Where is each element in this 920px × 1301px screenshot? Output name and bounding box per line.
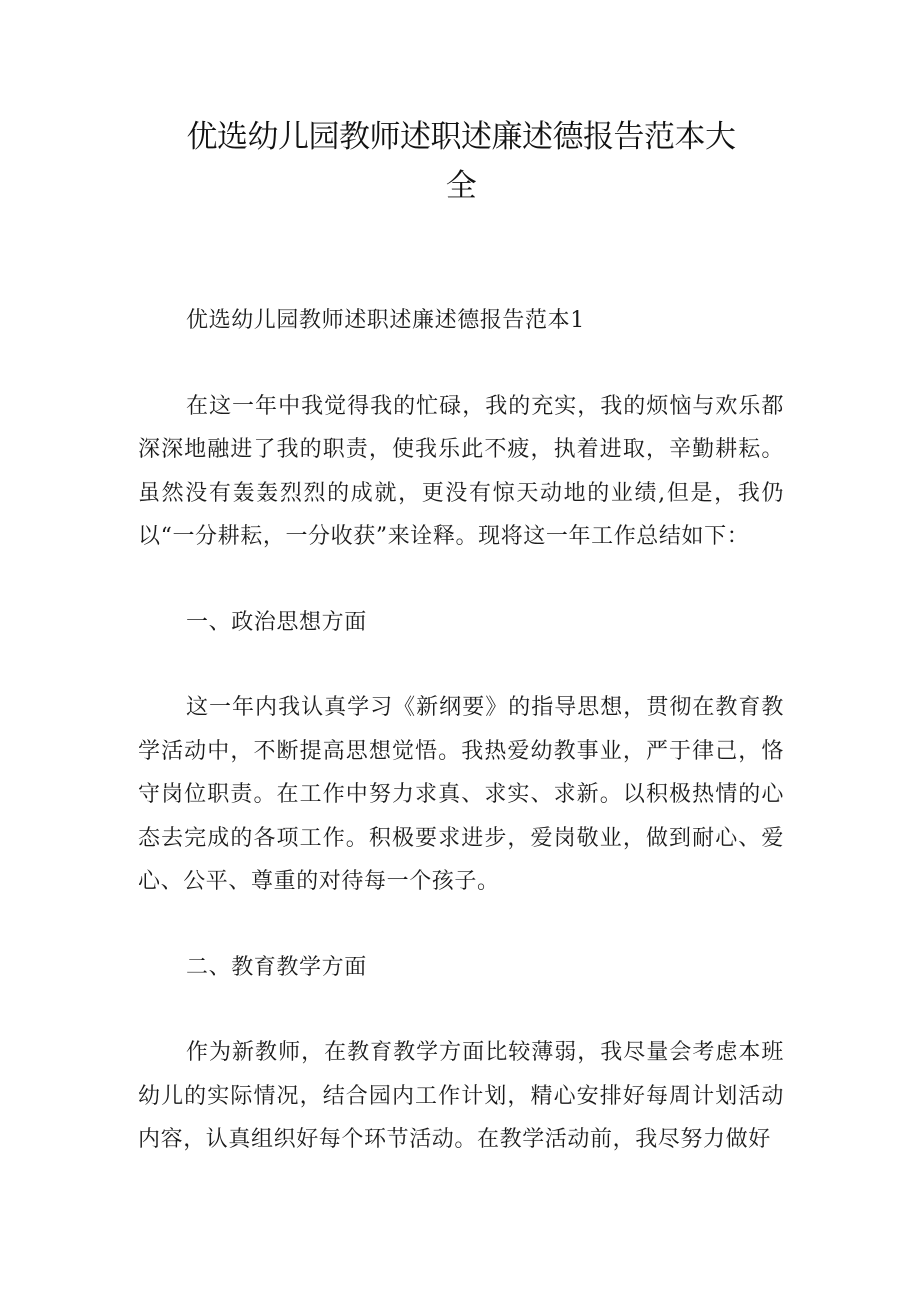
document-title-line-2: 全 [445,168,477,204]
document-title-line-1: 优选幼儿园教师述职述廉述德报告范本大 [186,119,736,155]
section-heading-teaching: 二、教育教学方面 [186,954,367,980]
report-subtitle: 优选幼儿园教师述职述廉述德报告范本1 [186,308,585,333]
section-heading-political: 一、政治思想方面 [186,609,367,635]
document-title [138,113,784,211]
section-paragraph-political: 这一年内我认真学习《新纲要》的指导思想，贯彻在教育教学活动中，不断提高思想觉悟。我热爱幼教事业，严于律己，恪守岗位职责。在工作中努力求真、求实、求新。以积极热情的心态去完成的各项工作。积极要求进步，爱岗敬业，做到耐心、爱心、公平、尊重的对待每一个孩子。 [138,695,784,894]
document-body [138,299,784,1162]
intro-paragraph: 在这一年中我觉得我的忙碌，我的充实，我的烦恼与欢乐都深深地融进了我的职责，使我乐此不疲，执着进取，辛勤耕耘。虽然没有轰轰烈烈的成就，更没有惊天动地的业绩,但是，我仍以“一分耕耘，一分收获”来诠释。现将这一年工作总结如下： [138,393,784,549]
section-paragraph-teaching: 作为新教师，在教育教学方面比较薄弱，我尽量会考虑本班幼儿的实际情况，结合园内工作计划，精心安排好每周计划活动内容，认真组织好每个环节活动。在教学活动前，我尽努力做好 [138,1040,784,1152]
